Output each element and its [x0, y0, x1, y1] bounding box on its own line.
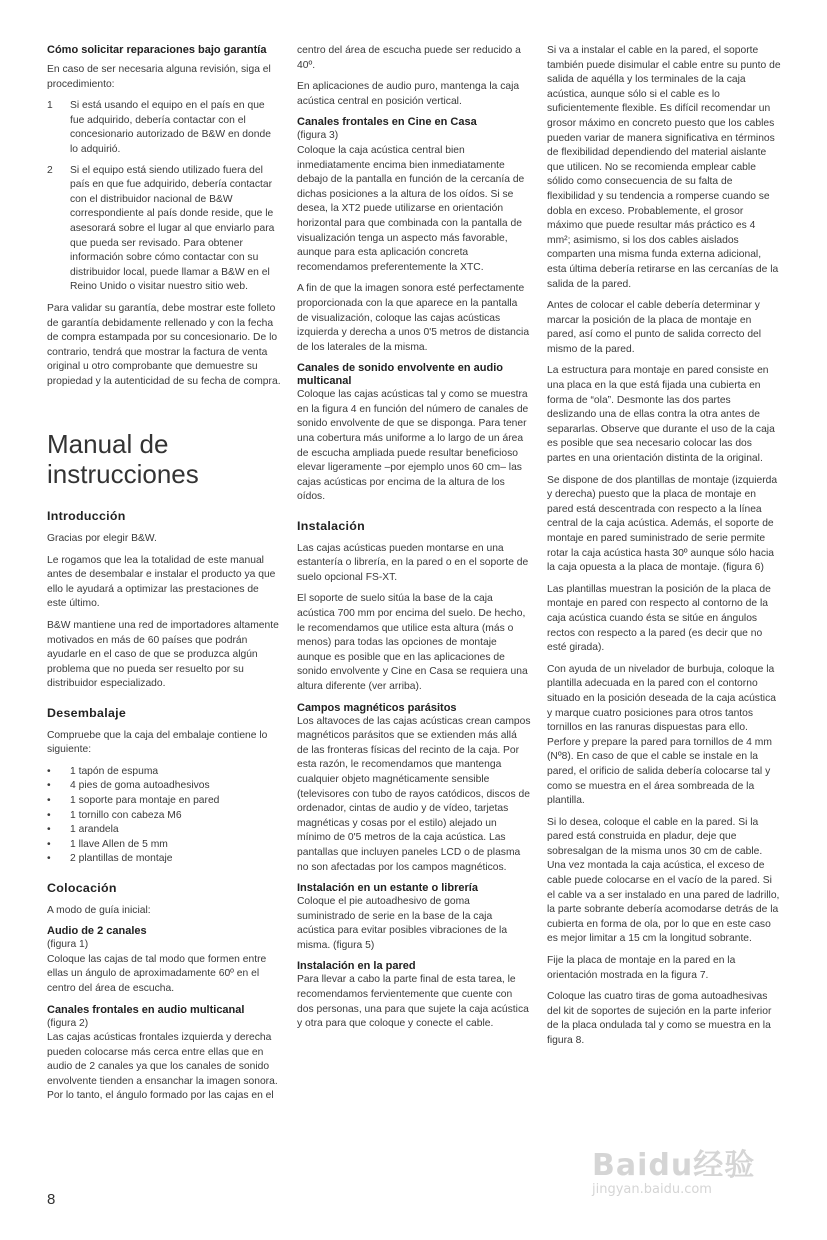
- shelf-text: Coloque el pie autoadhesivo de goma suministrado de serie en la base de la caja acústica para evitar posibles vibraciones de la misma. (figura 5): [297, 896, 508, 951]
- intro-heading: Introducción: [47, 509, 126, 524]
- cinema-section: [297, 116, 531, 275]
- image-text: A fin de que la imagen sonora esté perfectamente proporcionada con la que aparece en la pantalla de visualización, coloque las cajas acústicas izquierda y derecha a unos 0'5 metros de distancia de los laterales de la misma.: [297, 283, 530, 353]
- intro-paragraph: Gracias por elegir B&W.: [47, 533, 157, 545]
- paragraph: Antes de colocar el cable debería determinar y marcar la posición de la placa de montaje en pared, así como el punto de salida correcto del mismo de la pared.: [547, 300, 762, 355]
- wall-section: [297, 960, 531, 1031]
- warranty-validate: Para validar su garantía, debe mostrar este folleto de garantía debidamente rellenado y con la fecha de compra estampada por su concesionario. De lo contrario, tendrá que mostrar la factura de venta original u otro comprobante que demuestre su propiedad y la autenticidad de su fecha de compra.: [47, 302, 281, 387]
- list-item: • 1 tapón de espuma: [47, 765, 281, 780]
- manual-title: [47, 429, 281, 489]
- pure-audio-text: En aplicaciones de audio puro, mantenga la caja acústica central en posición vertical.: [297, 81, 520, 107]
- step-number: 1: [47, 100, 53, 112]
- page-number: 8: [47, 1191, 56, 1208]
- list-item: • 1 tornillo con cabeza M6: [47, 809, 281, 824]
- placement-heading: Colocación: [47, 880, 117, 895]
- audio2-text: Coloque las cajas de tal modo que formen entre ellas un ángulo de aproximadamente 60º en el centro del área de escucha.: [47, 953, 267, 994]
- wall-text: Para llevar a cabo la parte final de esta tarea, le recomendamos fervientemente que cuente con dos personas, una para que sujete la caja acústica y otra para que coloque y conecte el cable.: [297, 974, 529, 1030]
- install-paragraph: Las cajas acústicas pueden montarse en una estantería o librería, en la pared o en el soporte de suelo opcional FS-XT.: [297, 542, 529, 583]
- paragraph: Con ayuda de un nivelador de burbuja, coloque la plantilla adecuada en la pared con el contorno situado en la posición deseada de la caja acústica y marque cuatro posiciones para otros tantos tornillos en las ranuras dispuestas para ello. Perfore y prepare la pared para tornillos de 4 mm (Nº8). En caso de que el cable se instale en la pared, el orificio de salida debería colocarse tal y como se muestra en el área sombreada de la plantilla.: [547, 663, 776, 807]
- watermark-url: jingyan.baidu.com: [592, 1182, 712, 1197]
- audio2-heading: Audio de 2 canales: [47, 925, 147, 938]
- paragraph: Se dispone de dos plantillas de montaje (izquierda y derecha) puesto que la placa de montaje en pared está descentrada con respecto a la línea central de la caja acústica. Además, el soporte de montaje en pared suministrado de serie permite rotar la caja acústica hasta 30º aunque sólo hacia la caja opuesta a la placa de montaje. (figura 6): [547, 474, 778, 574]
- paragraph: Si lo desea, coloque el cable en la pared. Si la pared está construida en pladur, deje que sobresalgan de la misma unos 30 cm de cable. Una vez montada la caja acústica, el exceso de cable puede colocarse en el vacío de la pared. Si el cable va a ser instalado en una pared de ladrillo, la parte sobrante debería acomodarse detrás de la cubierta en forma de ola, por lo que en este caso es mejor limitar a 15 cm la longitud sobrante.: [547, 816, 780, 945]
- list-item: • 2 plantillas de montaje: [47, 852, 281, 867]
- manual-title-line2: instrucciones: [47, 459, 199, 490]
- paragraph: Fije la placa de montaje en la pared en la orientación mostrada en la figura 7.: [547, 955, 736, 981]
- paragraph: Las plantillas muestran la posición de la placa de montaje en pared con respecto al contorno de la caja acústica cuando ésta se sitúe en ángulos rectos con respecto a la pared (es decir que no esté girada).: [547, 583, 771, 654]
- step-text: Si el equipo está siendo utilizado fuera del país en que fue adquirido, debería contactar con el distribuidor nacional de B&W correspondiente al país donde reside, que le asesorará sobre el lugar al que enviarlo para que pueda ser revisado. Para obtener información sobre cómo contactar con su distribuidor local, puede llamar a B&W en el Reino Unido o visitar nuestro sitio web.: [70, 164, 275, 293]
- watermark: [592, 1140, 755, 1197]
- multichannel-text-cont: centro del área de escucha puede ser reducido a 40º.: [297, 45, 521, 71]
- step-number: 2: [47, 164, 53, 176]
- warranty-heading: Cómo solicitar reparaciones bajo garantía: [47, 44, 267, 56]
- unpack-heading: Desembalaje: [47, 706, 127, 720]
- magnetic-heading: Campos magnéticos parásitos: [297, 701, 457, 714]
- paragraph: Coloque las cuatro tiras de goma autoadhesivas del kit de soportes de sujeción en la parte inferior de la placa ondulada tal y como se muestra en la figura 8.: [547, 991, 772, 1046]
- shelf-heading: Instalación en un estante o librería: [297, 882, 478, 895]
- figure-ref: (figura 2): [47, 1017, 89, 1029]
- warranty-step: [47, 99, 281, 157]
- list-item: • 4 pies de goma autoadhesivos: [47, 779, 281, 794]
- watermark-brand: Baidu经验: [592, 1148, 756, 1183]
- paragraph: Si va a instalar el cable en la pared, el soporte también puede disimular el cable entre su punto de salida de aquélla y los terminales de la caja acústica, aunque sólo si el cable es lo suficientemente flexible. Es difícil recomendar un grosor máximo en concreto puesto que los cables pueden variar de manera significativa en términos de flexibilidad dependiendo del material aislante que utilicen. No se recomienda emplear cable sólido como consecuencia de su falta de flexibilidad y su tendencia a romperse cuando se dobla en exceso. Probablemente, el grosor máximo que puede resultar más práctico es 4 mm²; asimismo, si los dos cables aislados comparten una misma funda externa adicional, esta última debería retirarse en las cercanías de la salida de la pared.: [547, 45, 781, 290]
- surround-heading: Canales de sonido envolvente en audio multicanal: [297, 362, 503, 388]
- placement-intro: A modo de guía inicial:: [47, 904, 151, 916]
- audio2-section: [47, 925, 281, 996]
- intro-paragraph: Le rogamos que lea la totalidad de este manual antes de desembalar e instalar el producto ya que ello le ayudará a optimizar las prestaciones de este último.: [47, 554, 276, 610]
- column-2: [297, 44, 531, 1039]
- magnetic-section: [297, 702, 531, 876]
- column-1: [47, 44, 281, 1111]
- cinema-text: Coloque la caja acústica central bien inmediatamente encima bien inmediatamente debajo de la pantalla en función de la cercanía de dichas posiciones a la altura de los oídos. Si se desea, la XT2 puede utilizarse en orientación horizontal para que combinada con la pantalla de visualización tenga un aspecto más favorable, aunque para esta aplicación concreta recomendamos preferentemente la XTC.: [297, 144, 525, 273]
- warranty-steps: [47, 99, 281, 295]
- wall-heading: Instalación en la pared: [297, 960, 416, 973]
- intro-paragraph: B&W mantiene una red de importadores altamente motivados en más de 60 países que podrán ayudarle en el caso de que se produzca algún problema que no pueda ser resuelto por su distribuidor especializado.: [47, 620, 279, 690]
- list-item: • 1 llave Allen de 5 mm: [47, 838, 281, 853]
- step-text: Si está usando el equipo en el país en que fue adquirido, debería contactar con el concesionario autorizado de B&W en donde lo adquirió.: [70, 100, 271, 155]
- surround-text: Coloque las cajas acústicas tal y como se muestra en la figura 4 en función del número de canales de sonido envolvente de que se disponga. Para tener una cobertura más uniforme a lo largo de un área de escucha ampliada puede resultar beneficioso elevar ligeramente –por ejemplo unos 60 cm– las cajas acústicas por encima de la altura de los oídos.: [297, 389, 529, 503]
- magnetic-text: Los altavoces de las cajas acústicas crean campos magnéticos parásitos que se extienden más allá de las fronteras físicas del recinto de la caja. Por esta razón, le recomendamos que mantenga cualquier objeto magnéticamente sensible (televisores con tubo de rayos catódicos, discos de ordenador, cintas de audio y de vídeo, tarjetas magnéticas y cosas por el estilo) alejado un mínimo de 0'5 metros de la caja acústica. Las pantallas que incluyen paneles LCD o de plasma no son afectadas por los campos magnéticos.: [297, 715, 531, 873]
- unpack-intro: Compruebe que la caja del embalaje contiene lo siguiente:: [47, 729, 268, 756]
- install-heading: Instalación: [297, 519, 366, 534]
- multichannel-text: Las cajas acústicas frontales izquierda y derecha pueden colocarse más cerca entre ellas que en audio de 2 canales ya que los canales de sonido envolvente tienden a ensanchar la imagen sonora. Por lo tanto, el ángulo formado por las cajas en el: [47, 1032, 278, 1102]
- unpack-list: [47, 765, 281, 867]
- figure-ref: (figura 3): [297, 130, 339, 142]
- multichannel-heading: Canales frontales en audio multicanal: [47, 1003, 245, 1016]
- figure-ref: (figura 1): [47, 939, 89, 951]
- cinema-heading: Canales frontales en Cine en Casa: [297, 116, 477, 129]
- surround-section: [297, 362, 531, 505]
- multichannel-section: [47, 1004, 281, 1105]
- install-paragraph: El soporte de suelo sitúa la base de la caja acústica 700 mm por encima del suelo. De hecho, le recomendamos que utilice esta altura (más o menos) para todas las opciones de montaje aunque es posible que en las aplicaciones de sonido envolvente y Cine en Casa se requiera una altura diferente (ver arriba).: [297, 593, 528, 692]
- list-item: • 1 soporte para montaje en pared: [47, 794, 281, 809]
- manual-title-line1: Manual de: [47, 429, 169, 460]
- column-3: [547, 44, 781, 1056]
- list-item: • 1 arandela: [47, 823, 281, 838]
- warranty-step: [47, 164, 281, 295]
- warranty-intro: En caso de ser necesaria alguna revisión, siga el procedimiento:: [47, 64, 271, 90]
- shelf-section: [297, 882, 531, 953]
- paragraph: La estructura para montaje en pared consiste en una placa en la que está fijada una cubierta en forma de “ola”. Desmonte las dos partes deslizando una de ellas contra la otra antes de separarlas. Observe que durante el uso de la caja es posible que sea necesario colocar las dos partes en una orientación distinta de la original.: [547, 365, 775, 465]
